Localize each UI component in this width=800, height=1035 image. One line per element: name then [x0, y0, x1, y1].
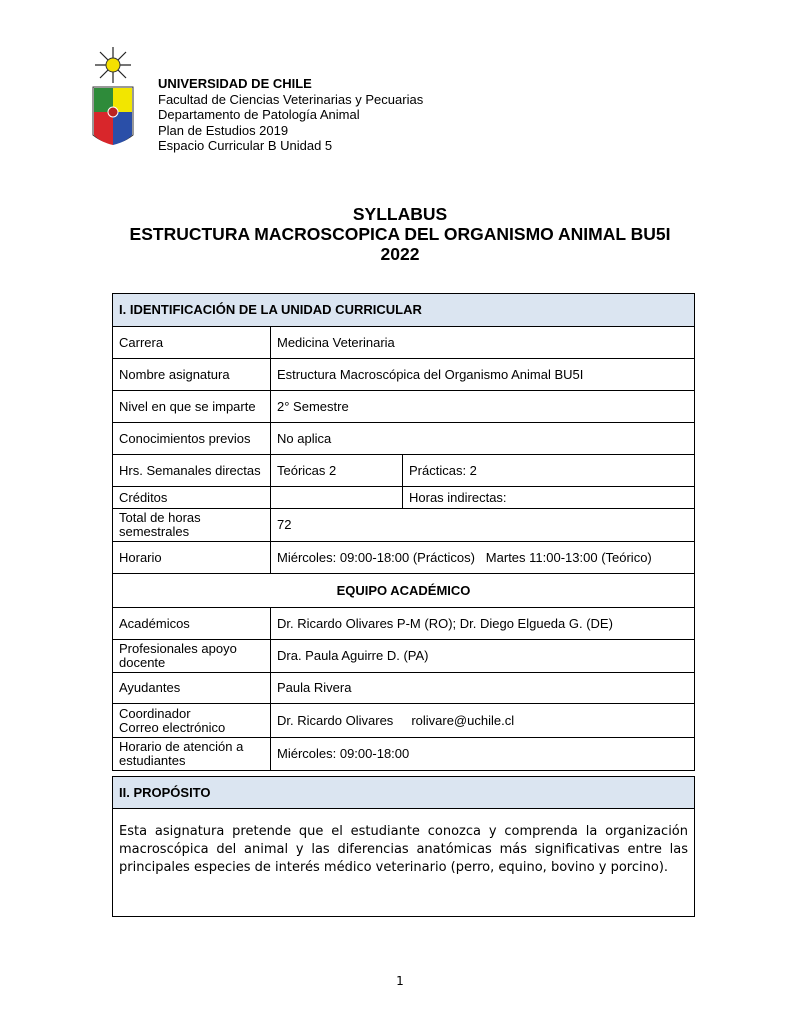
section-heading: II. PROPÓSITO: [113, 777, 695, 809]
label: Conocimientos previos: [113, 423, 271, 455]
section-heading: I. IDENTIFICACIÓN DE LA UNIDAD CURRICULAR: [113, 294, 695, 327]
coordinator-email[interactable]: rolivare@uchile.cl: [411, 712, 515, 728]
title-line: SYLLABUS: [352, 204, 448, 224]
value: Horas indirectas:: [403, 487, 695, 509]
coordinator-name: Dr. Ricardo Olivares: [277, 712, 394, 728]
label: Académicos: [113, 608, 271, 640]
value: Prácticas: 2: [403, 455, 695, 487]
university-logo: [88, 45, 138, 153]
institution-header: [158, 76, 423, 154]
value: [271, 704, 695, 738]
label: Horario: [113, 542, 271, 574]
value: Estructura Macroscópica del Organismo Animal BU5I: [271, 359, 695, 391]
label: [113, 704, 271, 738]
curricular-space: Espacio Curricular B Unidad 5: [158, 138, 333, 153]
value: Miércoles: 09:00-18:00 (Prácticos) Martes 11:00-13:00 (Teórico): [271, 542, 695, 574]
value: Miércoles: 09:00-18:00: [271, 738, 695, 771]
label-line: Correo electrónico: [119, 719, 226, 735]
value: Paula Rivera: [271, 673, 695, 704]
faculty: Facultad de Ciencias Veterinarias y Pecuarias: [158, 91, 424, 107]
plan: Plan de Estudios 2019: [158, 122, 289, 138]
label: Carrera: [113, 327, 271, 359]
label: Profesionales apoyo docente: [113, 640, 271, 673]
value: [271, 487, 403, 509]
label: Nivel en que se imparte: [113, 391, 271, 423]
value: 2° Semestre: [271, 391, 695, 423]
value: Dra. Paula Aguirre D. (PA): [271, 640, 695, 673]
label: Hrs. Semanales directas: [113, 455, 271, 487]
label: Créditos: [113, 487, 271, 509]
label: Ayudantes: [113, 673, 271, 704]
title-line: ESTRUCTURA MACROSCOPICA DEL ORGANISMO ANIMAL BU5I: [129, 224, 671, 244]
label: Nombre asignatura: [113, 359, 271, 391]
document-title: [0, 204, 800, 264]
department: Departamento de Patología Animal: [158, 107, 360, 122]
identification-table: [112, 293, 695, 771]
value: 72: [271, 509, 695, 542]
title-line: 2022: [380, 244, 420, 264]
label: Total de horas semestrales: [113, 509, 271, 542]
value: Dr. Ricardo Olivares P-M (RO); Dr. Diego Elgueda G. (DE): [271, 608, 695, 640]
value: No aplica: [271, 423, 695, 455]
institution-name: UNIVERSIDAD DE CHILE: [158, 76, 312, 91]
purpose-table: [112, 776, 695, 917]
label-line: Coordinador: [119, 705, 191, 721]
label: Horario de atención a estudiantes: [113, 738, 271, 771]
page-number: 1: [396, 974, 404, 988]
team-heading: EQUIPO ACADÉMICO: [113, 574, 695, 608]
value: Teóricas 2: [271, 455, 403, 487]
purpose-text: Esta asignatura pretende que el estudiante conozca y comprenda la organización macroscópica del animal y las diferencias anatómicas más significativas entre las principales especies de interés médico veterinario (perro, equino, bovino y porcino).: [113, 809, 695, 917]
value: Medicina Veterinaria: [271, 327, 695, 359]
